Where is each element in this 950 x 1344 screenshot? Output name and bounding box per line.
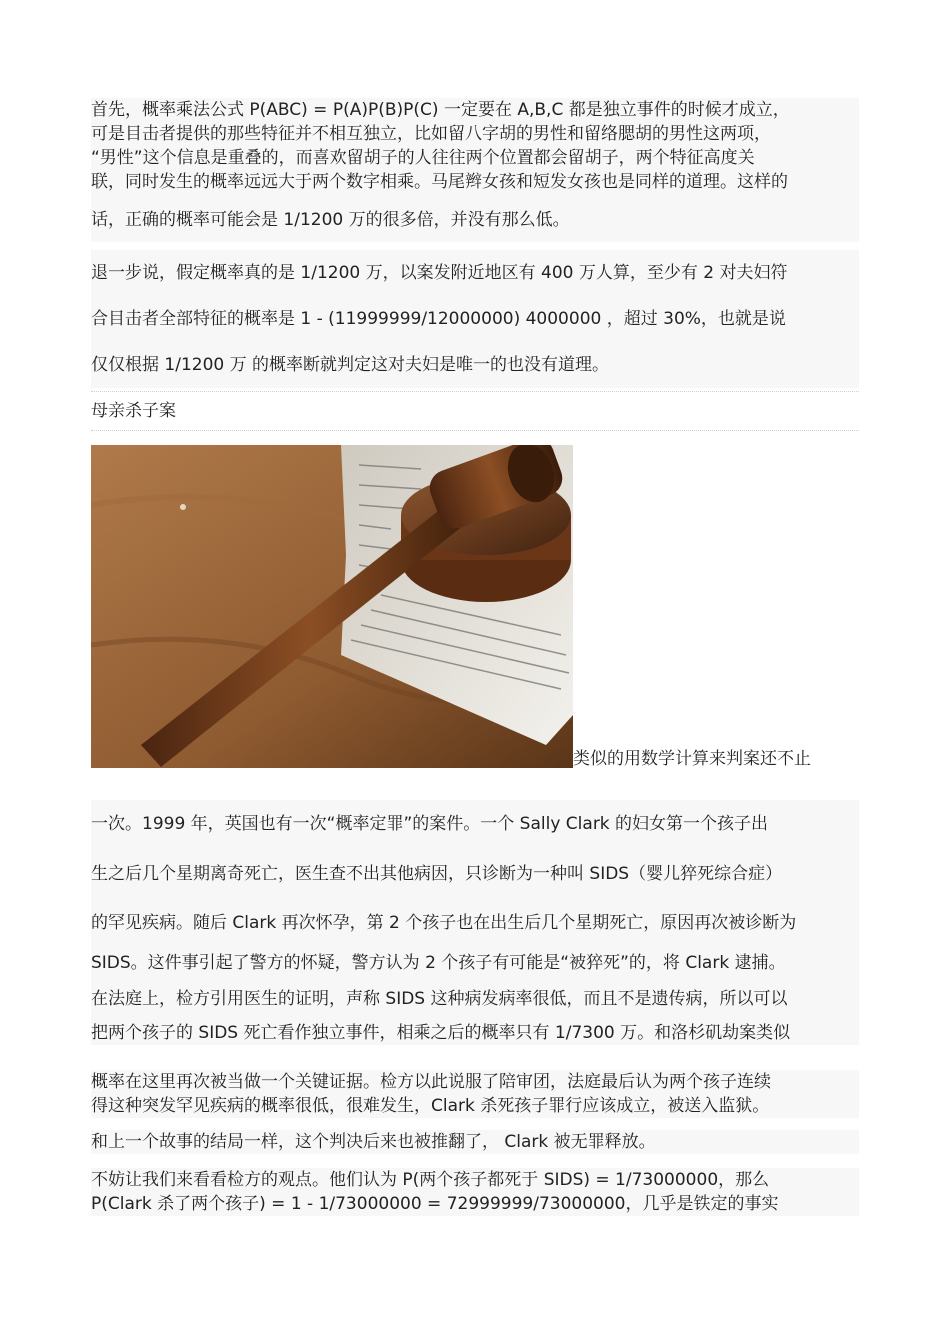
divider: [91, 430, 859, 431]
paragraph-probability-multiplication: [91, 98, 859, 242]
gavel-photo: [91, 445, 573, 768]
divider: [91, 391, 859, 392]
text-after-image: 类似的用数学计算来判案还不止: [573, 749, 811, 769]
paragraph-acquitted: 和上一个故事的结局一样，这个判决后来也被推翻了， Clark 被无罪释放。: [91, 1130, 859, 1154]
paragraph-prosecution-view: [91, 1168, 859, 1216]
text-line: 合目击者全部特征的概率是 1 - (11999999/12000000) 4000000 ，超过 30%，也就是说: [91, 309, 786, 329]
text-line: 概率在这里再次被当做一个关键证据。检方以此说服了陪审团，法庭最后认为两个孩子连续: [91, 1072, 771, 1092]
text-line: 一次。1999 年，英国也有一次“概率定罪”的案件。一个 Sally Clark 的妇女第一个孩子出: [91, 814, 769, 834]
text-line: 联，同时发生的概率远远大于两个数字相乘。马尾辫女孩和短发女孩也是同样的道理。这样的: [91, 172, 788, 192]
text-line: 在法庭上，检方引用医生的证明，声称 SIDS 这种病发病率很低，而且不是遗传病，所以可以: [91, 988, 788, 1009]
image-block: [91, 445, 859, 775]
text-line: 得这种突发罕见疾病的概率很低，很难发生，Clark 杀死孩子罪行应该成立，被送入监狱。: [91, 1096, 770, 1116]
text-line: “男性”这个信息是重叠的，而喜欢留胡子的人往往两个位置都会留胡子，两个特征高度关: [91, 148, 755, 168]
text-line: SIDS。这件事引起了警方的怀疑，警方认为 2 个孩子有可能是“被猝死”的，将 Clark 逮捕。: [91, 952, 786, 973]
text-line: 把两个孩子的 SIDS 死亡看作独立事件，相乘之后的概率只有 1/7300 万。和洛杉矶劫案类似: [91, 1022, 791, 1043]
section-heading: 母亲杀子案: [91, 401, 176, 421]
text-line: 首先，概率乘法公式 P(ABC) = P(A)P(B)P(C) 一定要在 A,B,C 都是独立事件的时候才成立，: [91, 100, 790, 120]
text-line: 话，正确的概率可能会是 1/1200 万的很多倍，并没有那么低。: [91, 210, 570, 230]
text-line: 仅仅根据 1/1200 万 的概率断就判定这对夫妇是唯一的也没有道理。: [91, 355, 610, 375]
text-line: P(Clark 杀了两个孩子) = 1 - 1/73000000 = 72999999/73000000，几乎是铁定的事实: [91, 1194, 779, 1214]
text-line: 的罕见疾病。随后 Clark 再次怀孕，第 2 个孩子也在出生后几个星期死亡，原因再次被诊断为: [91, 913, 797, 933]
text-line: 生之后几个星期离奇死亡，医生查不出其他病因，只诊断为一种叫 SIDS（婴儿猝死综合症）: [91, 863, 783, 884]
paragraph-step-back: [91, 250, 859, 388]
paragraph-sally-clark: [91, 800, 859, 1045]
text-line: 可是目击者提供的那些特征并不相互独立，比如留八字胡的男性和留络腮胡的男性这两项，: [91, 124, 771, 144]
text-line: 退一步说，假定概率真的是 1/1200 万，以案发附近地区有 400 万人算，至少有 2 对夫妇符: [91, 263, 788, 283]
paragraph-jury: [91, 1070, 859, 1118]
text-line: 不妨让我们来看看检方的观点。他们认为 P(两个孩子都死于 SIDS) = 1/73000000，那么: [91, 1170, 770, 1190]
